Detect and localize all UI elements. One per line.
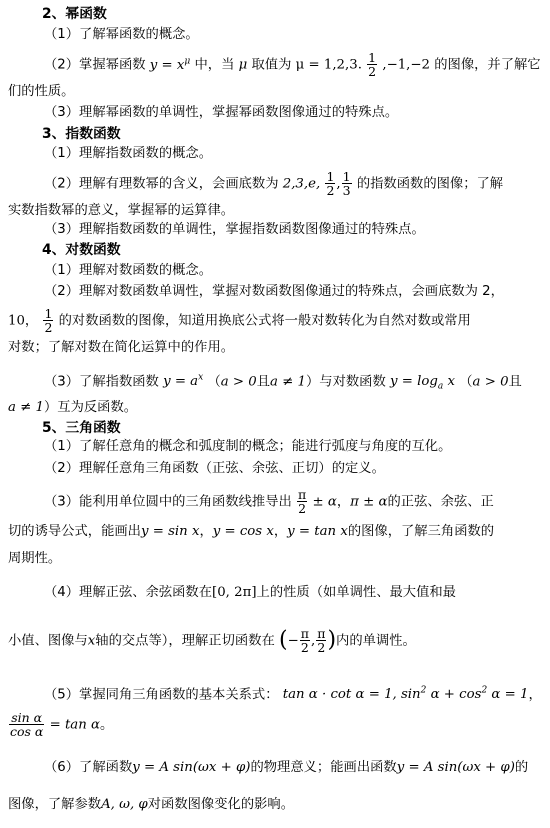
trig-item-3-line2 — [8, 522, 546, 542]
right-paren: ) — [327, 627, 337, 653]
power-item-1: （1）了解幂函数的概念。 — [44, 27, 199, 42]
log-item-1: （1）理解对数函数的概念。 — [44, 263, 213, 278]
mu-values-neg: ,−1,−2 — [382, 57, 430, 73]
condition: a ≠ 1 — [270, 374, 306, 390]
power-item-3: （3）理解幂函数的单调性，掌握幂函数图像通过的特殊点。 — [44, 105, 399, 120]
text: ）互为反函数。 — [43, 400, 138, 415]
section-title-power-function: 2、幂函数 — [42, 6, 107, 22]
trig-item-3-line3: 周期性。 — [8, 551, 62, 566]
text: 的指数函数的图像；了解 — [356, 176, 504, 192]
formula-sinusoid: y = A sin(ωx + φ) — [396, 760, 515, 775]
left-paren: ( — [279, 627, 288, 653]
formula-logarithm: $y = \log_a x$ — [390, 374, 456, 393]
base-values: 2,3,e, — [282, 176, 321, 192]
text: ， — [273, 524, 288, 539]
power-item-2-cont: 们的性质。 — [8, 84, 75, 99]
formula-identities: tan α · cot α = 1, $\sin^2 \alpha + \cos^2 \alpha = 1$ — [282, 686, 529, 703]
fraction-pi-half: $\frac{\pi}{2}$ — [300, 626, 309, 655]
text: 切的诱导公式，能画出 — [8, 524, 141, 539]
mu-values: μ = 1,2,3. — [295, 57, 362, 73]
comma: , — [311, 633, 316, 649]
x-variable: x — [87, 633, 96, 649]
text: （2）掌握幂函数 — [44, 57, 146, 73]
text: （5）掌握同角三角函数的基本关系式： — [44, 687, 279, 703]
text: 的正弦、余弦、正 — [387, 494, 494, 510]
formula-sinusoid: y = A sin(ωx + φ) — [132, 760, 251, 775]
log-item-3 — [44, 368, 546, 397]
section-title-logarithm: 4、对数函数 — [42, 242, 121, 258]
condition: a > 0 — [472, 374, 509, 390]
formula-tan: y = tan x — [287, 524, 348, 539]
text: （3）了解指数函数 — [44, 374, 159, 390]
trig-item-4-line2 — [8, 627, 546, 654]
trig-item-4 — [44, 583, 546, 603]
formula-power: $y = x^\mu$ — [149, 56, 191, 73]
fraction-pi-half: $\frac{\pi}{2}$ — [298, 487, 307, 516]
text: 的对数函数的图像，知道用换底公式将一般对数转化为自然对数或常用 — [58, 313, 471, 329]
trig-item-5 — [44, 681, 546, 705]
formula-sin: y = sin x — [140, 524, 200, 539]
power-item-2 — [44, 51, 546, 78]
condition: a ≠ 1 — [8, 400, 44, 415]
text: （ — [207, 374, 221, 390]
pm-alpha: ± α — [312, 494, 337, 510]
formula-exponential: $y = a^x$ — [163, 373, 204, 390]
text: （ — [459, 374, 473, 390]
text: ， — [336, 494, 351, 510]
text: 内的单调性。 — [336, 633, 416, 649]
condition: a > 0 — [220, 374, 257, 390]
text: （2）理解有理数幂的含义，会画底数为 — [44, 176, 279, 192]
exp-item-1: （1）理解指数函数的概念。 — [44, 146, 213, 161]
text: 且 — [256, 374, 271, 390]
parameters: A, ω, φ — [101, 797, 148, 812]
text: 的图像，并了解它 — [434, 57, 541, 73]
fraction-one-half: $\frac{1}{2}$ — [44, 306, 53, 335]
fraction-sin-over-cos: $\frac{\text{sin α}}{\text{cos α}}$ — [10, 710, 44, 739]
log-item-2-line3: 对数；了解对数在简化运算中的作用。 — [8, 340, 235, 355]
exp-item-2: （2）理解有理数幂的含义，会画底数为 2,3,e, $\frac{1}{2}$ , $\frac{1}{3}$ 的指数函数的图像；了解 — [44, 169, 504, 198]
text: 且 — [508, 374, 522, 390]
text: （6）了解函数 — [44, 760, 133, 775]
trig-item-6 — [44, 758, 546, 778]
text: 上的性质（如单调性、最大值和最 — [256, 585, 456, 600]
log-item-2-line2 — [8, 307, 546, 334]
minus-sign: − — [287, 633, 299, 649]
fraction-one-half: $\frac{1}{2}$ — [326, 169, 335, 198]
text: 的图像，了解三角函数的 — [347, 524, 495, 539]
text: 10， — [8, 313, 39, 329]
log-item-2: （2）理解对数函数单调性，掌握对数函数图像通过的特殊点，会画底数为 2， — [44, 284, 504, 299]
text: （3）能利用单位圆中的三角函数线推导出 — [44, 494, 292, 510]
interval: [0, 2π] — [212, 585, 257, 600]
trig-item-2: （2）理解任意角三角函数（正弦、余弦、正切）的定义。 — [44, 461, 385, 476]
pi-pm-alpha: π ± α — [350, 494, 388, 510]
text: （4）理解正弦、余弦函数在 — [44, 585, 213, 600]
text: ， — [528, 687, 542, 703]
exp-item-2-cont: 实数指数幂的意义，掌握幂的运算律。 — [8, 203, 235, 218]
text: 小值、图像与 — [8, 633, 88, 649]
trig-item-6-line2 — [8, 795, 546, 815]
text: ）与对数函数 — [306, 374, 386, 390]
exp-item-3: （3）理解指数函数的单调性，掌握指数函数图像通过的特殊点。 — [44, 222, 425, 237]
text: 对函数图像变化的影响。 — [147, 797, 295, 812]
trig-item-5-line2 — [8, 711, 546, 738]
fraction-pi-half: $\frac{\pi}{2}$ — [317, 626, 326, 655]
text: 的物理意义；能画出函数 — [250, 760, 397, 775]
text: 轴的交点等），理解正切函数在 — [95, 633, 275, 649]
log-item-3-cont — [8, 398, 546, 418]
text: 的 — [514, 760, 529, 775]
text: 中，当 — [194, 57, 235, 73]
text: 图像，了解参数 — [8, 797, 102, 812]
text: ， — [199, 524, 213, 539]
mu-symbol: μ — [238, 57, 248, 73]
section-title-exponential: 3、指数函数 — [42, 126, 121, 142]
fraction-one-half: $\frac{1}{2}$ — [368, 50, 377, 79]
section-title-trigonometric: 5、三角函数 — [42, 420, 121, 436]
fraction-one-third: $\frac{1}{3}$ — [342, 169, 351, 198]
trig-item-1: （1）了解任意角的概念和弧度制的概念；能进行弧度与角度的互化。 — [44, 439, 452, 454]
formula-tan: = tan α — [49, 717, 101, 733]
trig-item-3 — [44, 488, 546, 515]
text: 。 — [100, 717, 114, 733]
text: 取值为 — [251, 57, 292, 73]
formula-cos: y = cos x — [212, 524, 274, 539]
